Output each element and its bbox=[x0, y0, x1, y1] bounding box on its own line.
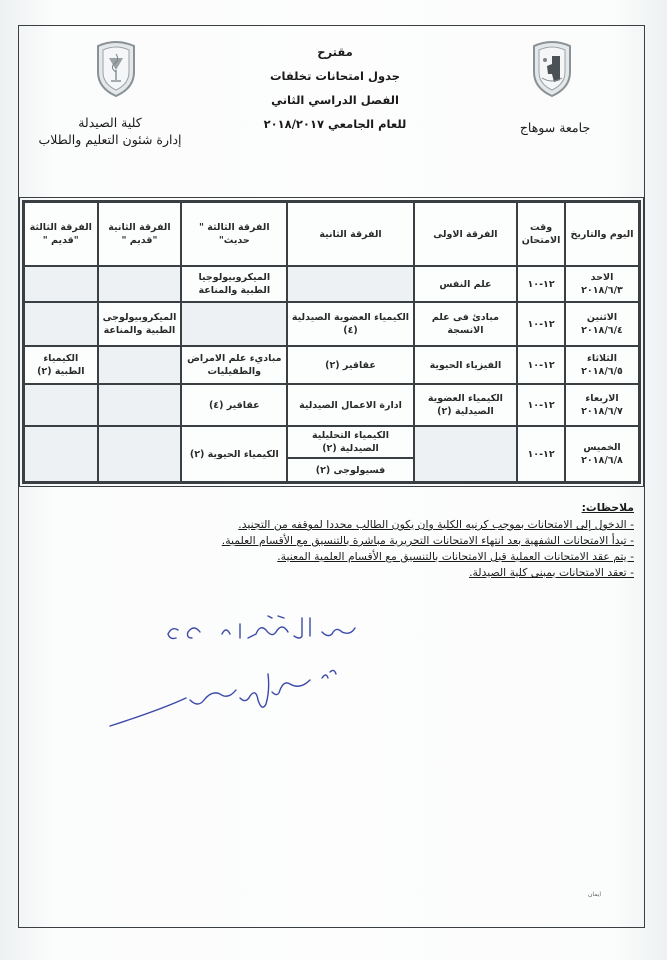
year1-cell: علم النفس bbox=[414, 266, 517, 302]
time-cell: ١٢-١٠ bbox=[517, 266, 565, 302]
year2-cell: الكيمياء العضوية الصيدلية (٤) bbox=[287, 302, 414, 346]
year2-cell-b: فسيولوجى (٢) bbox=[287, 458, 414, 482]
date: ٢٠١٨/٦/٥ bbox=[581, 366, 623, 377]
date: ٢٠١٨/٦/٧ bbox=[581, 406, 623, 417]
department-name: إدارة شئون التعليم والطلاب bbox=[38, 132, 182, 147]
header-left-institution bbox=[30, 114, 190, 148]
header-right-institution bbox=[500, 120, 610, 135]
day-name: الاحد bbox=[590, 272, 614, 283]
date: ٢٠١٨/٦/٤ bbox=[581, 325, 623, 336]
year1-cell bbox=[414, 426, 517, 482]
day-date-cell bbox=[565, 384, 639, 426]
document-title-block bbox=[230, 40, 440, 136]
title-main: جدول امتحانات تخلفات bbox=[269, 69, 401, 83]
table-row bbox=[24, 384, 639, 426]
year2-old-cell bbox=[98, 266, 182, 302]
header-year2: الفرقة الثانية bbox=[287, 202, 414, 266]
year2-old-cell bbox=[98, 426, 182, 482]
notes-title: ملاحظات: bbox=[581, 501, 634, 514]
year2-cell: ادارة الاعمال الصيدلية bbox=[287, 384, 414, 426]
note-item: - تعقد الامتحانات بمبنى كلية الصيدلة. bbox=[469, 566, 634, 579]
year3-old-cell bbox=[24, 426, 98, 482]
header-year3-new: الفرقة الثالثة " حديث" bbox=[181, 202, 287, 266]
table-row bbox=[24, 302, 639, 346]
notes-section bbox=[100, 500, 634, 581]
year3-old-cell bbox=[24, 302, 98, 346]
title-academic-year: للعام الجامعي ٢٠١٨/٢٠١٧ bbox=[263, 117, 407, 131]
year3-new-cell: عقاقير (٤) bbox=[181, 384, 287, 426]
header-year1: الفرقة الاولى bbox=[414, 202, 517, 266]
note-item: - تبدأ الامتحانات الشفهية بعد انتهاء الامتحانات التحريرية مباشرة بالتنسيق مع الأقسام العلمية. bbox=[221, 534, 634, 547]
year3-old-cell bbox=[24, 384, 98, 426]
handwritten-note bbox=[160, 608, 360, 648]
table-row bbox=[24, 426, 639, 458]
day-name: الخميس bbox=[583, 442, 621, 453]
year3-old-cell: الكيمياء الطبية (٢) bbox=[24, 346, 98, 384]
table-row bbox=[24, 346, 639, 384]
title-semester: الفصل الدراسي الثاني bbox=[271, 93, 399, 107]
day-date-cell bbox=[565, 346, 639, 384]
university-name: جامعة سوهاج bbox=[519, 120, 591, 135]
table-header-row bbox=[24, 202, 639, 266]
date: ٢٠١٨/٦/٨ bbox=[581, 455, 623, 466]
header-year3-old: الفرقة الثالثة "قديم " bbox=[24, 202, 98, 266]
year3-old-cell bbox=[24, 266, 98, 302]
day-date-cell bbox=[565, 426, 639, 482]
note-item: - يتم عقد الامتحانات العملية قبل الامتحانات بالتنسيق مع الأقسام العلمية المعنية. bbox=[277, 550, 634, 563]
year2-old-cell bbox=[98, 346, 182, 384]
title-proposal: مقترح bbox=[317, 45, 353, 59]
time-cell: ١٢-١٠ bbox=[517, 302, 565, 346]
date: ٢٠١٨/٦/٣ bbox=[581, 285, 623, 296]
year3-new-cell: الميكروبيولوجيا الطبية والمناعة bbox=[181, 266, 287, 302]
faculty-name: كلية الصيدلة bbox=[78, 115, 142, 130]
header-year2-old: الفرقة الثانية "قديم " bbox=[98, 202, 182, 266]
year2-old-cell bbox=[98, 384, 182, 426]
year1-cell: مبادئ فى علم الانسجة bbox=[414, 302, 517, 346]
year1-cell: الكيمياء العضوية الصيدلية (٢) bbox=[414, 384, 517, 426]
year3-new-cell bbox=[181, 302, 287, 346]
year2-cell: عقاقير (٢) bbox=[287, 346, 414, 384]
signature bbox=[100, 660, 340, 740]
year2-cell-a: الكيمياء التحليلية الصيدلية (٢) bbox=[287, 426, 414, 458]
year2-old-cell: الميكروبيولوجى الطبية والمناعة bbox=[98, 302, 182, 346]
day-date-cell bbox=[565, 302, 639, 346]
exam-schedule-table bbox=[22, 200, 641, 484]
time-cell: ١٢-١٠ bbox=[517, 384, 565, 426]
header-day-date: اليوم والتاريخ bbox=[565, 202, 639, 266]
footer-initials: ايمان bbox=[588, 891, 602, 898]
year1-cell: الفيزياء الحيوية bbox=[414, 346, 517, 384]
day-name: الاربعاء bbox=[585, 393, 619, 404]
time-cell: ١٢-١٠ bbox=[517, 346, 565, 384]
day-name: الاثنين bbox=[586, 312, 618, 323]
note-item: - الدخول إلى الامتحانات بموجب كرنيه الكلية وان يكون الطالب محددا لموقفه من التجنيد. bbox=[238, 518, 634, 531]
year3-new-cell: مباديء علم الامراض والطفيليات bbox=[181, 346, 287, 384]
header-exam-time: وقت الامتحان bbox=[517, 202, 565, 266]
year3-new-cell: الكيمياء الحيوية (٢) bbox=[181, 426, 287, 482]
table-row bbox=[24, 266, 639, 302]
time-cell: ١٢-١٠ bbox=[517, 426, 565, 482]
day-name: الثلاثاء bbox=[587, 353, 617, 364]
sohag-university-logo-icon bbox=[530, 40, 574, 98]
day-date-cell bbox=[565, 266, 639, 302]
year2-cell bbox=[287, 266, 414, 302]
faculty-of-pharmacy-logo-icon bbox=[94, 40, 138, 98]
